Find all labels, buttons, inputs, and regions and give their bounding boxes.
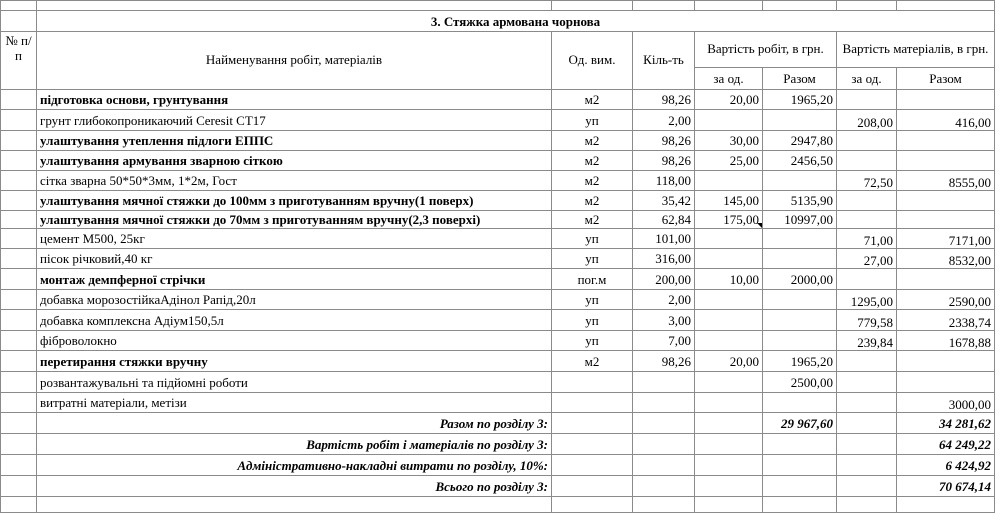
material-total-cell[interactable]: 7171,00	[897, 229, 995, 249]
material-total-cell[interactable]: 8555,00	[897, 171, 995, 191]
item-name-cell[interactable]: добавка комплексна Адіум150,5л	[37, 310, 552, 331]
quantity-cell[interactable]: 98,26	[633, 131, 695, 151]
quantity-cell[interactable]: 98,26	[633, 351, 695, 372]
row-number-cell[interactable]	[1, 90, 37, 110]
unit-cell[interactable]: м2	[552, 351, 633, 372]
summary-work-total[interactable]	[763, 476, 837, 497]
item-name-cell[interactable]: цемент М500, 25кг	[37, 229, 552, 249]
header-work-per-unit[interactable]: за од.	[695, 68, 763, 90]
row-number-cell[interactable]	[1, 191, 37, 211]
row-number-cell[interactable]	[1, 151, 37, 171]
material-total-cell[interactable]	[897, 90, 995, 110]
summary-label[interactable]: Вартість робіт і матеріалів по розділу 3:	[37, 434, 552, 455]
material-unit-price-cell[interactable]: 71,00	[837, 229, 897, 249]
item-name-cell[interactable]: улаштування мячної стяжки до 100мм з приготуванням вручну(1 поверх)	[37, 191, 552, 211]
material-total-cell[interactable]: 1678,88	[897, 331, 995, 351]
empty-cell[interactable]	[633, 497, 695, 513]
unit-cell[interactable]	[552, 393, 633, 413]
work-unit-price-cell[interactable]: 10,00	[695, 269, 763, 290]
quantity-cell[interactable]: 62,84	[633, 211, 695, 229]
material-unit-price-cell[interactable]: 27,00	[837, 249, 897, 269]
material-total-cell[interactable]	[897, 151, 995, 171]
summary-label[interactable]: Всього по розділу 3:	[37, 476, 552, 497]
unit-cell[interactable]	[552, 455, 633, 476]
work-total-cell[interactable]	[763, 110, 837, 131]
unit-cell[interactable]: уп	[552, 249, 633, 269]
admin-expenses-row	[1, 455, 995, 476]
work-unit-price-cell[interactable]	[695, 455, 763, 476]
unit-cell[interactable]	[552, 434, 633, 455]
work-unit-price-cell[interactable]: 20,00	[695, 351, 763, 372]
quantity-cell[interactable]: 3,00	[633, 310, 695, 331]
row-number-cell[interactable]	[1, 310, 37, 331]
work-total-cell[interactable]	[763, 229, 837, 249]
table-row	[1, 171, 995, 191]
material-total-cell[interactable]	[897, 191, 995, 211]
quantity-cell[interactable]	[633, 455, 695, 476]
material-total-cell[interactable]: 416,00	[897, 110, 995, 131]
header-unit[interactable]: Од. вим.	[552, 32, 633, 90]
empty-cell[interactable]	[1, 497, 37, 513]
quantity-cell[interactable]	[633, 476, 695, 497]
summary-value[interactable]: 70 674,14	[897, 476, 995, 497]
top-spacer-row	[1, 1, 995, 11]
item-name-cell[interactable]: фіброволокно	[37, 331, 552, 351]
material-unit-price-cell[interactable]	[837, 393, 897, 413]
row-number-cell[interactable]	[1, 351, 37, 372]
table-row	[1, 110, 995, 131]
quantity-cell[interactable]: 2,00	[633, 290, 695, 310]
section-title[interactable]: 3. Стяжка армована чорнова	[37, 11, 995, 32]
work-total-cell[interactable]: 2000,00	[763, 269, 837, 290]
material-unit-price-cell[interactable]: 239,84	[837, 331, 897, 351]
summary-label[interactable]: Адміністративно-накладні витрати по розділу, 10%:	[37, 455, 552, 476]
material-unit-price-cell[interactable]	[837, 191, 897, 211]
row-number-cell[interactable]	[1, 249, 37, 269]
material-total-cell[interactable]: 8532,00	[897, 249, 995, 269]
item-name-cell[interactable]: улаштування мячної стяжки до 70мм з приготуванням вручну(2,3 поверхі)	[37, 211, 552, 229]
work-unit-price-cell[interactable]	[695, 434, 763, 455]
item-name-cell[interactable]: сітка зварна 50*50*3мм, 1*2м, Гост	[37, 171, 552, 191]
material-unit-price-cell[interactable]	[837, 476, 897, 497]
table-row	[1, 310, 995, 331]
empty-cell[interactable]	[837, 497, 897, 513]
material-unit-price-cell[interactable]	[837, 455, 897, 476]
section-total-row	[1, 413, 995, 434]
material-unit-price-cell[interactable]	[837, 151, 897, 171]
unit-cell[interactable]: уп	[552, 331, 633, 351]
unit-cell[interactable]: м2	[552, 131, 633, 151]
work-unit-price-cell[interactable]	[695, 413, 763, 434]
material-unit-price-cell[interactable]	[837, 372, 897, 393]
row-number-cell[interactable]	[1, 372, 37, 393]
header-name[interactable]: Найменування робіт, матеріалів	[37, 32, 552, 90]
work-unit-price-cell[interactable]: 20,00	[695, 90, 763, 110]
summary-value[interactable]: 64 249,22	[897, 434, 995, 455]
material-unit-price-cell[interactable]: 208,00	[837, 110, 897, 131]
work-total-cell[interactable]: 2456,50	[763, 151, 837, 171]
header-num[interactable]: № п/п	[1, 32, 37, 90]
section-title-row	[1, 11, 995, 32]
work-unit-price-cell[interactable]	[695, 290, 763, 310]
quantity-cell[interactable]: 35,42	[633, 191, 695, 211]
material-unit-price-cell[interactable]: 72,50	[837, 171, 897, 191]
material-total-cell[interactable]: 3000,00	[897, 393, 995, 413]
work-total-cell[interactable]	[763, 249, 837, 269]
row-number-cell[interactable]	[1, 434, 37, 455]
item-name-cell[interactable]: грунт глибокопроникаючий Ceresit CT17	[37, 110, 552, 131]
summary-value[interactable]: 34 281,62	[897, 413, 995, 434]
material-unit-price-cell[interactable]	[837, 90, 897, 110]
unit-cell[interactable]: м2	[552, 151, 633, 171]
unit-cell[interactable]: м2	[552, 191, 633, 211]
work-total-cell[interactable]	[763, 331, 837, 351]
item-name-cell[interactable]: добавка морозостійкаАдінол Рапід,20л	[37, 290, 552, 310]
quantity-cell[interactable]: 7,00	[633, 331, 695, 351]
work-total-cell[interactable]	[763, 393, 837, 413]
item-name-cell[interactable]: витратні матеріали, метізи	[37, 393, 552, 413]
quantity-cell[interactable]: 2,00	[633, 110, 695, 131]
row-number-cell[interactable]	[1, 229, 37, 249]
material-total-cell[interactable]	[897, 269, 995, 290]
material-unit-price-cell[interactable]	[837, 269, 897, 290]
unit-cell[interactable]: пог.м	[552, 269, 633, 290]
unit-cell[interactable]: уп	[552, 290, 633, 310]
item-name-cell[interactable]: перетирання стяжки вручну	[37, 351, 552, 372]
work-total-cell[interactable]: 1965,20	[763, 351, 837, 372]
work-unit-price-cell[interactable]	[695, 229, 763, 249]
work-unit-price-cell[interactable]	[695, 249, 763, 269]
table-row	[1, 290, 995, 310]
header-material-per-unit[interactable]: за од.	[837, 68, 897, 90]
quantity-cell[interactable]: 316,00	[633, 249, 695, 269]
table-row	[1, 331, 995, 351]
item-name-cell[interactable]: розвантажувальні та підйомні роботи	[37, 372, 552, 393]
header-work-total[interactable]: Разом	[763, 68, 837, 90]
empty-cell[interactable]	[552, 497, 633, 513]
work-unit-price-cell[interactable]	[695, 110, 763, 131]
material-unit-price-cell[interactable]	[837, 131, 897, 151]
unit-cell[interactable]: уп	[552, 110, 633, 131]
material-unit-price-cell[interactable]	[837, 413, 897, 434]
item-name-cell[interactable]: улаштування армування зварною сіткою	[37, 151, 552, 171]
item-name-cell[interactable]: пісок річковий,40 кг	[37, 249, 552, 269]
row-number-cell[interactable]	[1, 110, 37, 131]
work-total-cell[interactable]: 2500,00	[763, 372, 837, 393]
material-total-cell[interactable]	[897, 351, 995, 372]
row-number-cell[interactable]	[1, 290, 37, 310]
unit-cell[interactable]: м2	[552, 171, 633, 191]
item-name-cell[interactable]: монтаж демпферної стрічки	[37, 269, 552, 290]
header-work-cost[interactable]: Вартість робіт, в грн.	[695, 32, 837, 68]
work-unit-price-cell[interactable]	[695, 171, 763, 191]
work-total-cell[interactable]	[763, 171, 837, 191]
work-unit-price-cell[interactable]	[695, 331, 763, 351]
row-number-cell[interactable]	[1, 413, 37, 434]
material-total-cell[interactable]	[897, 131, 995, 151]
table-row	[1, 393, 995, 413]
quantity-cell[interactable]	[633, 413, 695, 434]
work-unit-price-cell[interactable]: 175,00	[695, 211, 763, 229]
empty-cell[interactable]	[695, 497, 763, 513]
work-total-cell[interactable]: 2947,80	[763, 131, 837, 151]
row-number-cell[interactable]	[1, 455, 37, 476]
quantity-cell[interactable]: 118,00	[633, 171, 695, 191]
table-row	[1, 191, 995, 211]
works-materials-row	[1, 434, 995, 455]
quantity-cell[interactable]: 98,26	[633, 90, 695, 110]
summary-value[interactable]: 6 424,92	[897, 455, 995, 476]
unit-cell[interactable]	[552, 372, 633, 393]
material-unit-price-cell[interactable]	[837, 434, 897, 455]
table-row	[1, 151, 995, 171]
row-number-cell[interactable]	[1, 393, 37, 413]
header-material-cost[interactable]: Вартість матеріалів, в грн.	[837, 32, 995, 68]
work-total-cell[interactable]	[763, 310, 837, 331]
work-total-cell[interactable]: 1965,20	[763, 90, 837, 110]
unit-cell[interactable]	[552, 413, 633, 434]
material-unit-price-cell[interactable]	[837, 351, 897, 372]
work-unit-price-cell[interactable]: 145,00	[695, 191, 763, 211]
unit-cell[interactable]: м2	[552, 211, 633, 229]
material-unit-price-cell[interactable]	[837, 211, 897, 229]
row-number-cell[interactable]	[1, 269, 37, 290]
table-row	[1, 229, 995, 249]
work-unit-price-cell[interactable]	[695, 310, 763, 331]
quantity-cell[interactable]	[633, 393, 695, 413]
summary-work-total[interactable]: 29 967,60	[763, 413, 837, 434]
unit-cell[interactable]: м2	[552, 90, 633, 110]
table-row	[1, 269, 995, 290]
quantity-cell[interactable]: 101,00	[633, 229, 695, 249]
item-name-cell[interactable]: підготовка основи, грунтування	[37, 90, 552, 110]
material-unit-price-cell[interactable]: 779,58	[837, 310, 897, 331]
table-row	[1, 131, 995, 151]
work-total-cell[interactable]	[763, 290, 837, 310]
item-name-cell[interactable]: улаштування утеплення підлоги ЕППС	[37, 131, 552, 151]
empty-cell[interactable]	[37, 497, 552, 513]
table-row	[1, 351, 995, 372]
table-row	[1, 249, 995, 269]
row-number-cell[interactable]	[1, 211, 37, 229]
table-row	[1, 211, 995, 229]
summary-work-total[interactable]	[763, 434, 837, 455]
empty-cell[interactable]	[897, 497, 995, 513]
material-total-cell[interactable]	[897, 211, 995, 229]
work-total-cell[interactable]: 10997,00	[763, 211, 837, 229]
work-unit-price-cell[interactable]	[695, 372, 763, 393]
header-qty[interactable]: Кіль-ть	[633, 32, 695, 90]
material-total-cell[interactable]: 2590,00	[897, 290, 995, 310]
row-number-cell[interactable]	[1, 331, 37, 351]
material-unit-price-cell[interactable]: 1295,00	[837, 290, 897, 310]
empty-row	[1, 497, 995, 513]
row-number-cell[interactable]	[1, 131, 37, 151]
row-number-cell[interactable]	[1, 171, 37, 191]
empty-cell[interactable]	[763, 497, 837, 513]
header-row-1	[1, 32, 995, 68]
work-total-cell[interactable]: 5135,90	[763, 191, 837, 211]
quantity-cell[interactable]	[633, 372, 695, 393]
material-total-cell[interactable]	[897, 372, 995, 393]
unit-cell[interactable]: уп	[552, 229, 633, 249]
grand-total-row	[1, 476, 995, 497]
material-total-cell[interactable]: 2338,74	[897, 310, 995, 331]
header-material-total[interactable]: Разом	[897, 68, 995, 90]
summary-work-total[interactable]	[763, 455, 837, 476]
work-unit-price-cell[interactable]	[695, 476, 763, 497]
quantity-cell[interactable]	[633, 434, 695, 455]
work-unit-price-cell[interactable]: 30,00	[695, 131, 763, 151]
table-row	[1, 90, 995, 110]
work-unit-price-cell[interactable]	[695, 393, 763, 413]
quantity-cell[interactable]: 200,00	[633, 269, 695, 290]
unit-cell[interactable]	[552, 476, 633, 497]
unit-cell[interactable]: уп	[552, 310, 633, 331]
row-number-cell[interactable]	[1, 476, 37, 497]
table-row	[1, 372, 995, 393]
work-unit-price-cell[interactable]: 25,00	[695, 151, 763, 171]
quantity-cell[interactable]: 98,26	[633, 151, 695, 171]
summary-label[interactable]: Разом по розділу 3:	[37, 413, 552, 434]
